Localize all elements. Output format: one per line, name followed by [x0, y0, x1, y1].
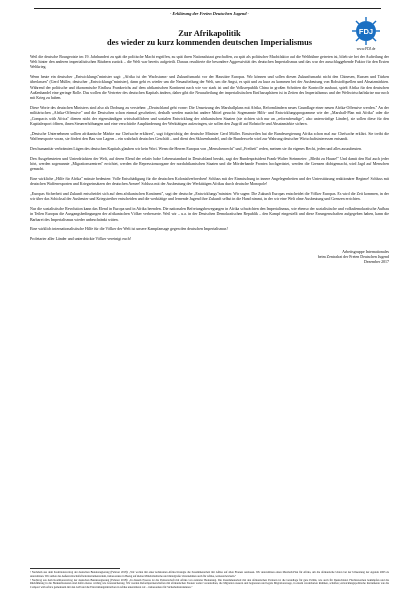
paragraph: Proletarier aller Länder und unterdrückte Völker vereinigt euch! [30, 236, 132, 242]
logo-text: FDJ [358, 26, 374, 36]
paragraph: Nur die sozialistische Revolution kann das Elend in Europa und in Afrika beenden. Die nationalen Befreiungsbewegungen in Afrika schwächten den Imperialismus, wie ebenso der sozialistische und volksdemokratische Aufbau in Teilen Europas die Ausgangsbedingungen der afrikanischen Völker verbesserte. Weil wir – u.a. in der Deutschen Demokratischen Republik – den Kampf eingestellt und diese Errungenschaften aufgegeben haben, kann die Barbarei des Imperialismus wieder unbeschränkt wüten. [30, 206, 389, 222]
paragraph: Diese Worte des deutschen Ministers sind also als Drohung zu verstehen: „Deutschland geht vorne: Die Umsetzung des Marshallplans mit Afrika, Reformländern neues Grundlage einer neuen Afrika-Offensive werden." An der militärischen „Afrika-Offensive" und die Deutschen schon einmal gescheitert, deshalb werden zunächst andere Mittel gesucht: Sogenannte Hilfs- und Entwicklungsprogramme wie der „Marshall-Plan mit Afrika" oder die „Compacts with Africa" dienen nicht der eigenständigen wirtschaftlichen und sozialen Entwicklung der afrikanischen Staaten (sie richten sich nur an „reformfreudige", also unterwürfige Länder), sie sollen diese für den Kapitalexport öffnen, ihnen Steuererhöhungen und eine verschärfte Ausplünderung der Werktätigen aufzwingen, sie sollen den Zugriff auf Rohstoffe und Absatzmärkte sichern. [30, 105, 389, 126]
top-rule [34, 8, 381, 9]
footnotes [30, 568, 389, 590]
paragraph: Den Ausgebeuteten und Unterdrückten der Welt, auf deren Elend der relativ hohe Lebensstandard in Deutschland beruht, sagt der Bundespräsident Frank-Walter Steinmeier: „Bleibt zu Hause!" Und damit den Ruf auch jeder hört, werden sogenannte „Migrationszentren" errichtet, werden die Repressionsorgane der nordafrikanischen Staaten und die Mörderbande Frontex hochgerüstet, werden die Grenzen dichtgemacht, wird Jagd auf Menschen gemacht. [30, 155, 389, 172]
paragraph: Wenn heute ein deutscher „Entwicklungs"minister sagt: „Afrika ist der Wachstums- und Zukunftsmarkt vor der Haustüre Europas. Wir können und sollen diesen Zukunftsmarkt nicht den Chinesen, Russen und Türken überlassen" (Gerd Müller, deutscher „Entwicklungs"minister), dann geht es wieder um die Neuaufteilung der Welt, um die Angst, es spät und zu kurz zu kommen bei der Ausbeutung von Rohstoffquellen und Absatzmärkten. Während der politische und ökonomische Einfluss Frankreichs auf dem afrikanischen Kontinent nach wie vor stark ist und die Volksrepublik China in großen Schritten die Kontrolle ausbaut, spielt Afrika für den deutschen Außenhandel eine geringe Rolle. Das wollen die Vertreter des deutschen Kapitals ändern, daher gibt die Neuaufteilung der imperialistischen Einflusssphären ist in Zeiten des Imperialismus und der Weltwirtschaftskrise nur noch mit Krieg zu haben. [30, 74, 389, 101]
footnote: ² Nachtrag aus dem Koalitionsvertrag der deutschen Bundesregierung (Februar 2018): „In diesem Prozess ist die Partnerschaft mit Afrika von zentraler Bedeutung. Die Zusammenarbeit mit den afrikanischen Partnern ist die Grundlage für gute Politik, wie auch für Deutschland. Fluchtursachen bekämpfen und die Rückführung in die Herkunftsstaaten sind dafür ebenso wichtig wie Grenzsicherung. Wir werden Reformpartnerschaften mit afrikanischen Staaten weiter vorantreiben, die Migration steuern und begrenzen und legale Migrationswege, in einem vereinbarten Rahmen, schaffen; entwicklungspolitische Instrumente wie die Compact with Africa gemeinsam mit den G20 und die Entwicklungsinitiativen in Afrika unterstützen wir – insbesondere für Sicherheitsstrukturen." [30, 578, 389, 589]
paragraph: Den humanitär verbrämten Lügen des deutschen Kapitals glauben wir kein Wort. Wenn die Herren Europas von „Menschenrecht" und „Freiheit" reden, meinen sie ihr eigenes Recht, jeden und alles auszubeuten. [30, 145, 362, 151]
website-link[interactable]: www.FDJ.de [356, 47, 376, 51]
fdj-logo[interactable] [345, 16, 387, 51]
page-title [30, 26, 389, 48]
paragraph: Eine wirkliche „Hilfe für Afrika" müsste bedeuten: Volle Entschädigung für die deutschen Kolonialverbrechen! Schluss mit der Einmischung in innere Angelegenheiten und der Unterstützung reaktionärer Regime! Schluss mit deutschen Waffenexporten und Kriegseinsätzen der deutschen Armee! Schluss mit der Ausbeutung der Werktätigen Afrikas durch deutsche Monopole! [30, 175, 389, 187]
signature-date: Dezember 2017 [363, 259, 389, 264]
title-line-1: Zur Afrikapolitik [178, 29, 241, 38]
footnote-divider [30, 568, 120, 569]
signature-line-1: Arbeitsgruppe Internationales [342, 248, 389, 254]
body-text [30, 54, 389, 242]
paragraph: „Deutsche Unternehmen sollten afrikanische Märkte zur Chefsache erklären", sagt folgerichtig der deutsche Minister Gerd Müller. Einstweilen hat die Bundesregierung Afrika schon mal zur Chefsache erklärt. Sie treibt die Waffenexporte voran, sie fördert den Bau von Lagern – ein wahrhaft deutsches Geschäft – und dient den Sklavenhandel, und die Bundeswehr wird zur Wahrung deutscher Wirtschaftsinteressen entsandt. [30, 130, 389, 141]
paragraph: Eine wirklich internationalistische Hilfe für die Völker der Welt ist unsere Kampfansage gegen den deutschen Imperialismus! [30, 226, 228, 232]
title-line-2: des wieder zu kurz kommenden deutschen Imperialismus [106, 38, 313, 48]
fdj-sun-emblem-icon [351, 16, 381, 46]
declaration-header: - Erklärung der Freien Deutschen Jugend - [169, 11, 250, 16]
signature-block [30, 249, 389, 265]
paragraph: „Europas Sicherheit und Zukunft entscheidet sich auf dem afrikanischen Kontinent", sagt der deutsche „Entwicklungs"minister. Wir sagen: Die Zukunft Europas entscheidet die Völker Europas. Es wird die Zeit kommen, in der wir über das Schicksal der Ausbeuter und Kriegstreiber entscheiden und die werktätige und lernende Jugend ihre Zukunft selbst in die Hand nimmt, in der wir eine Welt ohne Ausbeutung und Grenzen errichten. [30, 190, 389, 202]
signature-line-2: beim Zentralrat der Freien Deutschen Jugend [317, 253, 389, 259]
paragraph: Weil die deutsche Bourgeoisie im 19. Jahrhundert zu spät die politische Macht ergriffen, zu spät ihren Nationalstaat geschaffen, zu spät als politischer Machtfaktor auf die Weltbühne getreten ist, blieb sie bei der Aufteilung der Welt hinter den anderen imperialistischen Räubern zurück – die Welt war bereits aufgeteilt. Daraus resultierte die besondere Aggressivität des deutschen Imperialismus und das war der ausschlaggebende Faktor für den Ersten Weltkrieg. [30, 53, 389, 70]
footnote: ¹ Nachdem aus dem Koalitionsvertrag der deutschen Bundesregierung (Februar 2018): „Wir wollen mit einer kohärenten Afrika-Strategie die Zusammenarbeit mit Afrika auf allen Ebenen ausbauen. Wir unterstützen einen Marshall-Plan für Afrika, um die afrikanische Union bei der Umsetzung der Agenda 2063 zu unterstützen. Wir stellen das Außenwirtschaftsförderinstrumentarium, insbesondere in Bezug auf kleine Mittelständische und mittelgroße Unternehmen auch für Afrika, weiterentwickeln." [30, 571, 389, 578]
